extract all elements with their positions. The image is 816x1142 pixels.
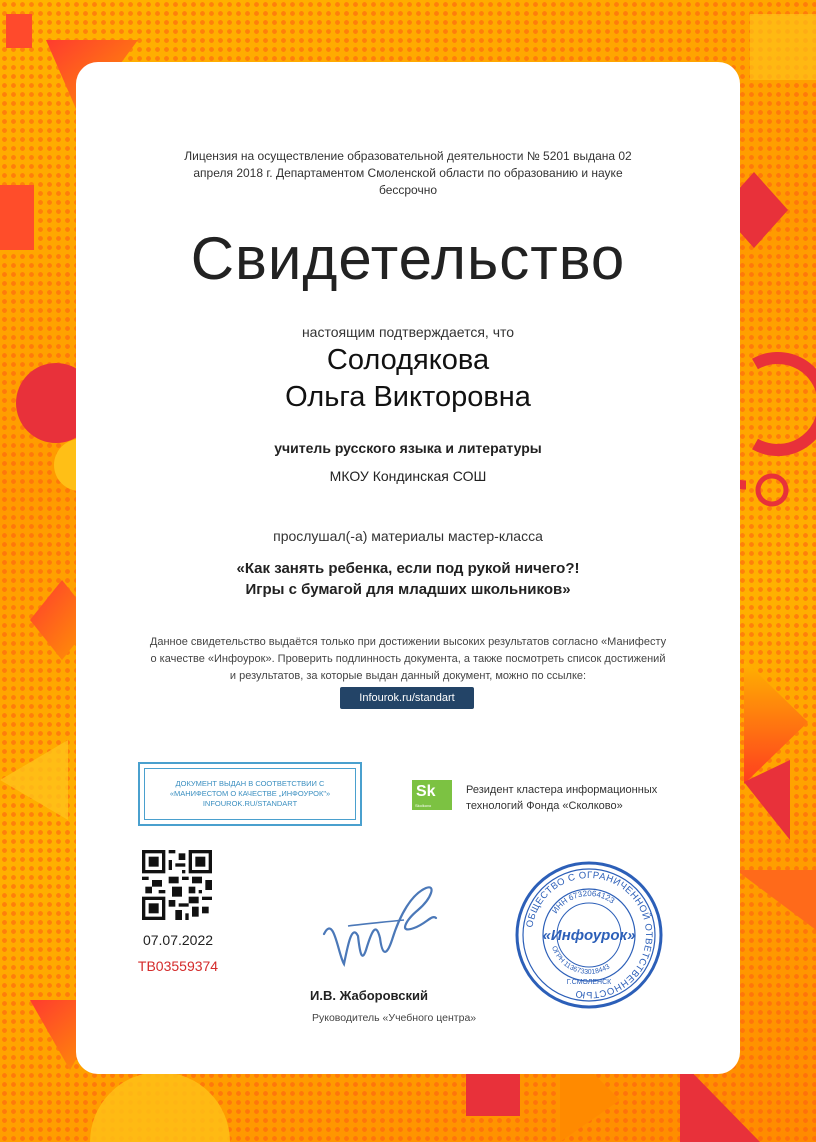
manifest-badge	[138, 762, 362, 826]
signature-icon	[314, 874, 444, 984]
stamp-ring-text: ОБЩЕСТВО С ОГРАНИЧЕННОЙ ОТВЕТСТВЕННОСТЬЮ	[524, 869, 655, 1001]
verification-notice: Данное свидетельство выдаётся только при достижении высоких результатов согласно «Манифесту о качестве «Инфоурок». Проверить подлинность документа, а также посмотреть список достижений и результатов, за которые выдан данный документ, можно по ссылке:	[149, 636, 667, 682]
recipient-position: учитель русского языка и литературы	[274, 440, 542, 456]
manifest-line1: ДОКУМЕНТ ВЫДАН В СООТВЕТСТВИИ С	[175, 779, 325, 788]
svg-text:ИНН 6732064123	[550, 889, 616, 915]
certificate-card	[76, 62, 740, 1074]
issue-date: 07.07.2022	[142, 932, 214, 948]
course-title-line1: «Как занять ребенка, если под рукой ничего?!	[236, 560, 580, 577]
skolkovo-line2: технологий Фонда «Сколково»	[466, 800, 623, 812]
signer-role: Руководитель «Учебного центра»	[312, 1012, 477, 1024]
qr-code-icon[interactable]	[142, 850, 212, 920]
verification-link[interactable]: Infourok.ru/standart	[340, 687, 474, 709]
course-title	[76, 558, 740, 600]
manifest-badge-inner	[144, 768, 356, 820]
stamp-ogrn: ОГРН 1136733018443	[549, 945, 612, 977]
skolkovo-logo-small: Skolkovo	[415, 803, 432, 808]
skolkovo-line1: Резидент кластера информационных	[466, 784, 658, 796]
confirm-text: настоящим подтверждается, что	[301, 324, 515, 340]
recipient-surname: Солодякова	[326, 344, 490, 376]
skolkovo-logo	[412, 780, 452, 810]
stamp-center-text: «Инфоурок»	[542, 927, 636, 944]
certificate-title: Свидетельство	[190, 225, 626, 292]
listened-text: прослушал(-а) материалы мастер-класса	[273, 528, 543, 544]
document-code: ТВ03559374	[137, 958, 219, 974]
skolkovo-logo-text: Sk	[416, 783, 436, 800]
manifest-line2: «МАНИФЕСТОМ О КАЧЕСТВЕ „ИНФОУРОК"»	[169, 789, 331, 798]
skolkovo-resident-text	[466, 782, 657, 814]
license-text: Лицензия на осуществление образовательной деятельности № 5201 выдана 02 апреля 2018 г. Департаментом Смоленской области по образованию и науке бессрочно	[184, 149, 632, 197]
svg-text:ОГРН 1136733018443	[550, 945, 611, 976]
recipient-given-name: Ольга Викторовна	[285, 381, 531, 413]
manifest-line3: INFOUROK.RU/STANDART	[202, 799, 298, 808]
recipient-name	[76, 342, 740, 416]
stamp-city: Г.СМОЛЕНСК	[566, 979, 612, 986]
manifest-badge-text	[170, 779, 330, 809]
company-stamp-icon	[514, 860, 664, 1010]
stamp-inn: ИНН 6732064123	[550, 888, 617, 916]
recipient-school: МКОУ Кондинская СОШ	[329, 468, 487, 484]
course-title-line2: Игры с бумагой для младших школьников»	[245, 581, 571, 598]
signer-name: И.В. Жаборовский	[310, 988, 428, 1003]
